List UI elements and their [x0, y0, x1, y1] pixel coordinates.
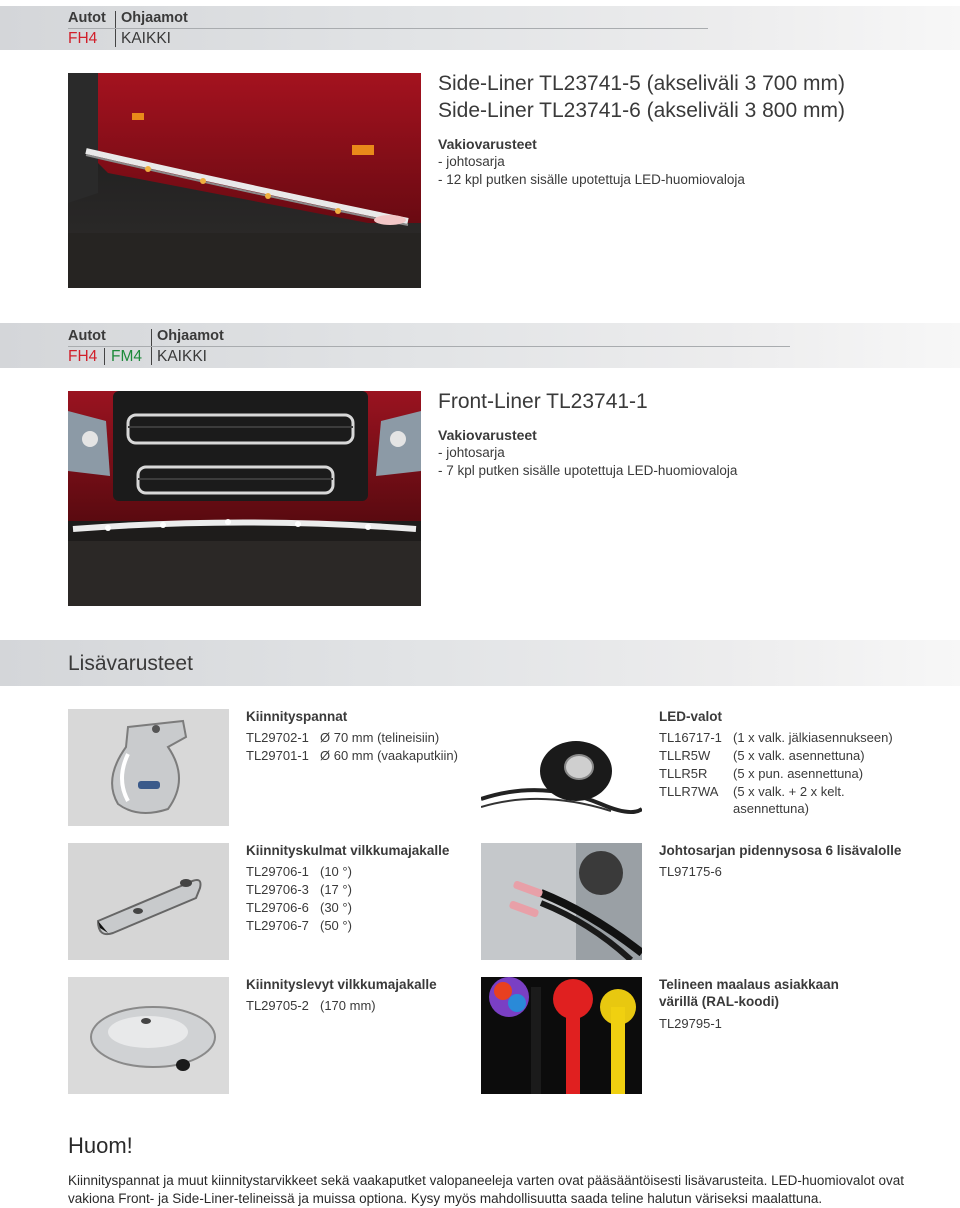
accessory-title: Kiinnityspannat: [246, 709, 348, 724]
accessory-row: [246, 881, 352, 899]
paint-color-photo: [481, 977, 642, 1094]
header-rule: [68, 346, 790, 347]
accessory-row: [659, 765, 863, 783]
feature-line: - 7 kpl putken sisälle upotettuja LED-huomiovaloja: [438, 463, 738, 478]
part-desc: (50 °): [320, 918, 352, 933]
part-desc: (5 x pun. asennettuna): [733, 766, 864, 781]
cab-value: KAIKKI: [157, 348, 207, 365]
accessory-row: [246, 917, 352, 935]
accessory-title: Telineen maalaus asiakkaan värillä (RAL-koodi): [659, 977, 839, 1009]
mounting-plate-photo: [68, 977, 229, 1094]
model-fm4: FM4: [111, 348, 142, 365]
part-desc: Ø 70 mm (telineisiin): [320, 730, 440, 745]
part-desc: (17 °): [320, 882, 352, 897]
feature-line: - 12 kpl putken sisälle upotettuja LED-huomiovaloja: [438, 172, 745, 187]
part-code: TLLR5W: [659, 748, 711, 763]
accessory-row: [246, 747, 458, 765]
std-equipment-label: Vakiovarusteet: [438, 427, 537, 443]
header-divider: [151, 329, 152, 365]
part-code: TLLR5R: [659, 766, 708, 781]
accessory-title: LED-valot: [659, 709, 723, 724]
led-light-photo: [481, 709, 642, 826]
part-desc: (1 x valk. jälkiasennukseen): [733, 730, 893, 745]
note-text: Kiinnityspannat ja muut kiinnitystarvikkeet sekä vaakaputket valopaneeleja varten ovat pääsääntöisesti lisävarusteita. LED-huomiovalot ovat vakiona Front- ja Side-Liner-telineissä ja muissa optiona. Kysy myös mahdollisuutta saada teline halutun väriseksi maalattuna.: [68, 1173, 904, 1206]
part-code: TL29706-1: [246, 864, 309, 879]
ohjaamot-label: Ohjaamot: [157, 328, 224, 344]
header-rule: [68, 28, 708, 29]
accessory-row: [659, 747, 865, 765]
ohjaamot-label: Ohjaamot: [121, 10, 188, 26]
accessory-row: [246, 729, 439, 747]
note-heading: Huom!: [68, 1133, 133, 1158]
autot-label: Autot: [68, 10, 106, 26]
part-code: TL29795-1: [659, 1016, 722, 1031]
part-desc: (5 x valk. + 2 x kelt.: [733, 784, 845, 799]
accessory-row: [659, 1015, 722, 1033]
model-divider: [104, 348, 105, 365]
part-desc: (5 x valk. asennettuna): [733, 748, 865, 763]
feature-line: - johtosarja: [438, 445, 505, 460]
header-divider: [115, 11, 116, 47]
part-desc: (30 °): [320, 900, 352, 915]
angle-bracket-photo: [68, 843, 229, 960]
clamp-photo: [68, 709, 229, 826]
part-code: TL29705-2: [246, 998, 309, 1013]
accessory-row: [246, 863, 352, 881]
part-code: TL29706-6: [246, 900, 309, 915]
model-fh4: FH4: [68, 30, 98, 47]
accessory-row: [246, 997, 376, 1015]
feature-line: - johtosarja: [438, 154, 505, 169]
part-code: TL29706-7: [246, 918, 309, 933]
part-desc: asennettuna): [733, 801, 809, 816]
part-code: TL16717-1: [659, 730, 722, 745]
part-code: TLLR7WA: [659, 784, 719, 799]
front-liner-photo: [68, 391, 421, 606]
accessory-row: [659, 783, 845, 801]
accessory-row: [659, 729, 893, 747]
model-fh4: FH4: [68, 348, 98, 365]
accessory-title: Johtosarjan pidennysosa 6 lisävalolle: [659, 843, 902, 858]
autot-label: Autot: [68, 328, 106, 344]
wiring-extension-photo: [481, 843, 642, 960]
side-liner-title-1: Side-Liner TL23741-5 (akseliväli 3 700 mm): [438, 72, 845, 95]
std-equipment-label: Vakiovarusteet: [438, 136, 537, 152]
front-liner-title: Front-Liner TL23741-1: [438, 390, 648, 413]
part-code: TL29706-3: [246, 882, 309, 897]
part-desc: (170 mm): [320, 998, 376, 1013]
accessory-row: [246, 899, 352, 917]
part-code: TL29701-1: [246, 748, 309, 763]
accessory-row: [659, 800, 809, 818]
part-code: TL97175-6: [659, 864, 722, 879]
part-code: TL29702-1: [246, 730, 309, 745]
part-desc: (10 °): [320, 864, 352, 879]
accessory-row: [659, 863, 722, 881]
accessory-title: Kiinnityskulmat vilkkumajakalle: [246, 843, 450, 858]
cab-value: KAIKKI: [121, 30, 171, 47]
side-liner-title-2: Side-Liner TL23741-6 (akseliväli 3 800 mm): [438, 99, 845, 122]
accessory-title: Kiinnityslevyt vilkkumajakalle: [246, 977, 437, 992]
part-desc: Ø 60 mm (vaakaputkiin): [320, 748, 458, 763]
accessories-title: Lisävarusteet: [68, 652, 193, 675]
side-liner-photo: [68, 73, 421, 288]
